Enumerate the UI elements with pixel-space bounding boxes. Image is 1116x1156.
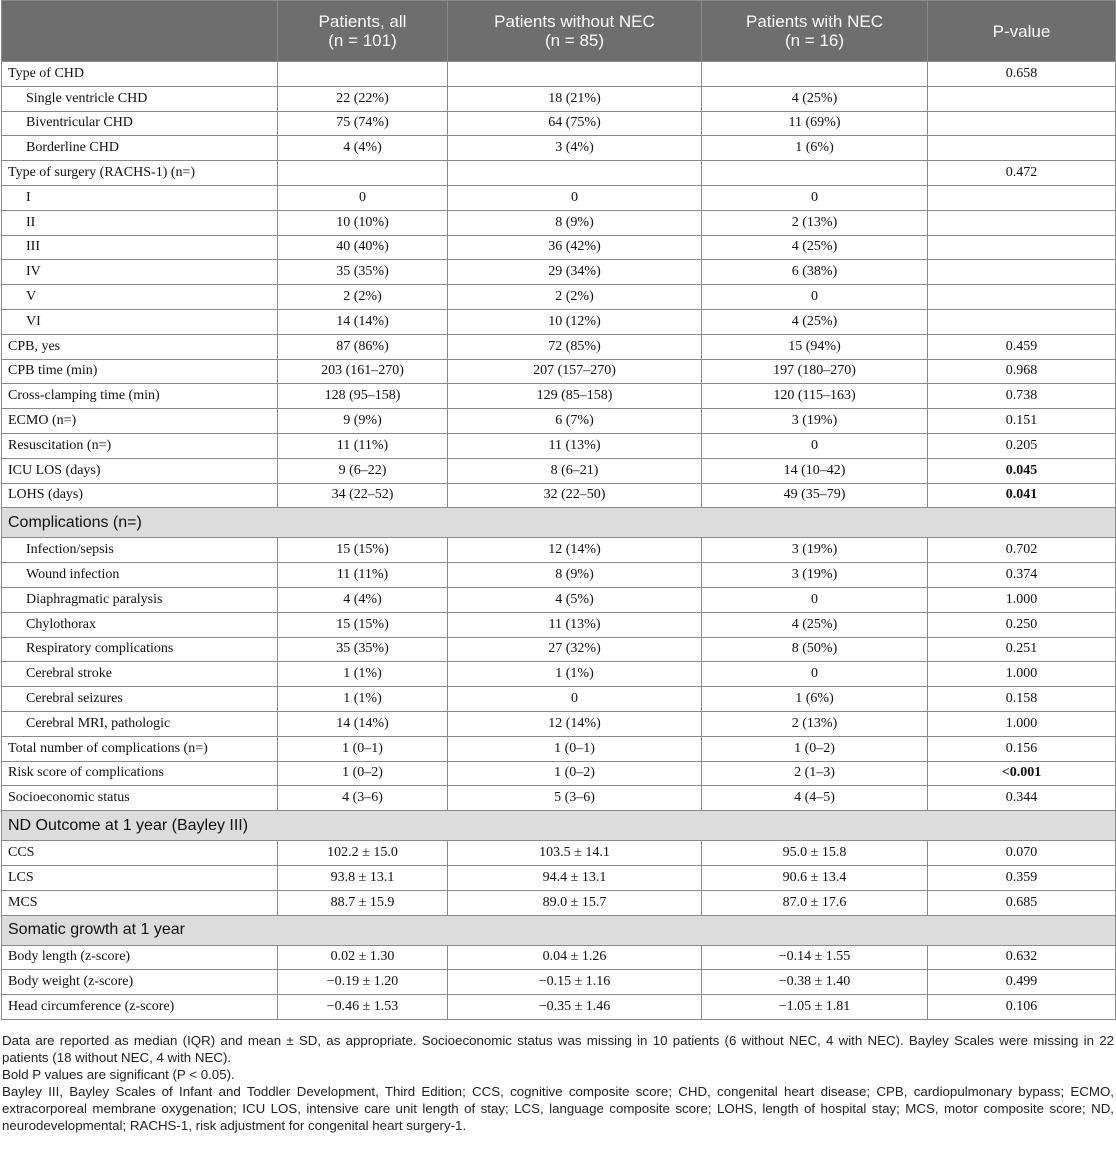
row-label: Diaphragmatic paralysis — [2, 587, 278, 612]
table-row — [2, 260, 1116, 285]
value-p: 0.205 — [928, 433, 1116, 458]
section-title: Somatic growth at 1 year — [2, 915, 1116, 945]
value-with-nec: 0 — [702, 185, 928, 210]
value-p: 0.045 — [928, 458, 1116, 483]
value-without-nec: 27 (32%) — [448, 637, 702, 662]
value-all-patients: 10 (10%) — [278, 210, 448, 235]
table-row — [2, 111, 1116, 136]
value-without-nec: 6 (7%) — [448, 409, 702, 434]
row-label: Total number of complications (n=) — [2, 736, 278, 761]
table-footnotes — [2, 1032, 1114, 1134]
table-row — [2, 86, 1116, 111]
value-all-patients: 88.7 ± 15.9 — [278, 890, 448, 915]
value-p: 0.250 — [928, 612, 1116, 637]
table-row — [2, 995, 1116, 1020]
value-p: 0.632 — [928, 945, 1116, 970]
value-all-patients: 11 (11%) — [278, 563, 448, 588]
value-all-patients: 40 (40%) — [278, 235, 448, 260]
table-row — [2, 587, 1116, 612]
value-all-patients: 4 (3–6) — [278, 786, 448, 811]
table-row — [2, 687, 1116, 712]
value-without-nec: 1 (0–1) — [448, 736, 702, 761]
value-all-patients: 11 (11%) — [278, 433, 448, 458]
value-all-patients: 35 (35%) — [278, 260, 448, 285]
row-label: CCS — [2, 841, 278, 866]
row-label: Body length (z-score) — [2, 945, 278, 970]
value-p: <0.001 — [928, 761, 1116, 786]
table-row — [2, 945, 1116, 970]
value-with-nec: 4 (25%) — [702, 86, 928, 111]
value-p: 0.156 — [928, 736, 1116, 761]
value-with-nec: 1 (0–2) — [702, 736, 928, 761]
table-row — [2, 483, 1116, 508]
value-all-patients: 1 (0–2) — [278, 761, 448, 786]
table-row — [2, 711, 1116, 736]
value-without-nec: −0.15 ± 1.16 — [448, 970, 702, 995]
table-row — [2, 235, 1116, 260]
row-label: Borderline CHD — [2, 136, 278, 161]
value-all-patients: −0.46 ± 1.53 — [278, 995, 448, 1020]
row-label: Cerebral MRI, pathologic — [2, 711, 278, 736]
value-p: 1.000 — [928, 587, 1116, 612]
value-without-nec: 5 (3–6) — [448, 786, 702, 811]
value-p: 0.151 — [928, 409, 1116, 434]
table-row — [2, 890, 1116, 915]
row-label: ICU LOS (days) — [2, 458, 278, 483]
value-p: 0.658 — [928, 62, 1116, 87]
header-label-column — [2, 1, 278, 62]
table-row — [2, 662, 1116, 687]
value-p: 0.738 — [928, 384, 1116, 409]
value-all-patients: 14 (14%) — [278, 711, 448, 736]
value-with-nec: 6 (38%) — [702, 260, 928, 285]
row-label: Respiratory complications — [2, 637, 278, 662]
section-header-row — [2, 915, 1116, 945]
footnote-data-description: Data are reported as median (IQR) and mean ± SD, as appropriate. Socioeconomic status was missing in 10 patients (6 without NEC, 4 with NEC). Bayley Scales were missing in 22 patients (18 without NEC, 4 with NEC). — [2, 1033, 1114, 1065]
table-row — [2, 563, 1116, 588]
value-with-nec: 4 (4–5) — [702, 786, 928, 811]
value-p: 0.702 — [928, 538, 1116, 563]
value-with-nec: 0 — [702, 285, 928, 310]
value-with-nec: 2 (1–3) — [702, 761, 928, 786]
value-p: 0.251 — [928, 637, 1116, 662]
value-without-nec: 0.04 ± 1.26 — [448, 945, 702, 970]
table-row — [2, 334, 1116, 359]
row-label: Resuscitation (n=) — [2, 433, 278, 458]
header-all-patients: Patients, all (n = 101) — [278, 1, 448, 62]
value-p: 0.106 — [928, 995, 1116, 1020]
value-with-nec: −0.14 ± 1.55 — [702, 945, 928, 970]
value-all-patients: 22 (22%) — [278, 86, 448, 111]
value-with-nec: 95.0 ± 15.8 — [702, 841, 928, 866]
row-label: II — [2, 210, 278, 235]
section-header-row — [2, 811, 1116, 841]
value-all-patients: 1 (0–1) — [278, 736, 448, 761]
row-label: Body weight (z-score) — [2, 970, 278, 995]
value-all-patients: 2 (2%) — [278, 285, 448, 310]
value-all-patients: 1 (1%) — [278, 687, 448, 712]
row-label: Single ventricle CHD — [2, 86, 278, 111]
value-without-nec: 72 (85%) — [448, 334, 702, 359]
value-p — [928, 210, 1116, 235]
value-with-nec: 3 (19%) — [702, 409, 928, 434]
value-all-patients: 35 (35%) — [278, 637, 448, 662]
value-with-nec: 0 — [702, 587, 928, 612]
value-all-patients — [278, 161, 448, 186]
value-all-patients: 93.8 ± 13.1 — [278, 865, 448, 890]
row-label: IV — [2, 260, 278, 285]
value-with-nec: 49 (35–79) — [702, 483, 928, 508]
value-without-nec: 94.4 ± 13.1 — [448, 865, 702, 890]
value-without-nec: 12 (14%) — [448, 711, 702, 736]
row-label: Risk score of complications — [2, 761, 278, 786]
row-label: Cross-clamping time (min) — [2, 384, 278, 409]
value-p — [928, 285, 1116, 310]
value-all-patients: 14 (14%) — [278, 309, 448, 334]
value-without-nec: 89.0 ± 15.7 — [448, 890, 702, 915]
row-label: CPB, yes — [2, 334, 278, 359]
value-without-nec: 8 (6–21) — [448, 458, 702, 483]
table-row — [2, 761, 1116, 786]
table-row — [2, 359, 1116, 384]
table-row — [2, 62, 1116, 87]
value-all-patients: 75 (74%) — [278, 111, 448, 136]
value-with-nec: 1 (6%) — [702, 136, 928, 161]
value-without-nec: −0.35 ± 1.46 — [448, 995, 702, 1020]
table-row — [2, 309, 1116, 334]
value-with-nec: 90.6 ± 13.4 — [702, 865, 928, 890]
value-without-nec: 207 (157–270) — [448, 359, 702, 384]
value-with-nec: 4 (25%) — [702, 235, 928, 260]
header-row — [2, 1, 1116, 62]
value-without-nec: 4 (5%) — [448, 587, 702, 612]
value-p: 0.499 — [928, 970, 1116, 995]
value-all-patients: 0.02 ± 1.30 — [278, 945, 448, 970]
table-row — [2, 185, 1116, 210]
value-p: 0.459 — [928, 334, 1116, 359]
value-with-nec: 1 (6%) — [702, 687, 928, 712]
value-p — [928, 309, 1116, 334]
table-row — [2, 970, 1116, 995]
row-label: III — [2, 235, 278, 260]
row-label: Infection/sepsis — [2, 538, 278, 563]
row-label: ECMO (n=) — [2, 409, 278, 434]
value-without-nec: 8 (9%) — [448, 210, 702, 235]
value-p: 0.685 — [928, 890, 1116, 915]
table-row — [2, 433, 1116, 458]
value-with-nec: 87.0 ± 17.6 — [702, 890, 928, 915]
value-without-nec: 11 (13%) — [448, 612, 702, 637]
table-row — [2, 285, 1116, 310]
value-p: 0.359 — [928, 865, 1116, 890]
value-p: 0.344 — [928, 786, 1116, 811]
row-label: Cerebral stroke — [2, 662, 278, 687]
value-without-nec — [448, 161, 702, 186]
value-with-nec: 2 (13%) — [702, 711, 928, 736]
value-p — [928, 136, 1116, 161]
value-with-nec: 0 — [702, 662, 928, 687]
table-row — [2, 736, 1116, 761]
value-p — [928, 86, 1116, 111]
value-p: 0.070 — [928, 841, 1116, 866]
value-without-nec: 103.5 ± 14.1 — [448, 841, 702, 866]
value-without-nec: 36 (42%) — [448, 235, 702, 260]
value-without-nec: 11 (13%) — [448, 433, 702, 458]
row-label: VI — [2, 309, 278, 334]
value-without-nec: 18 (21%) — [448, 86, 702, 111]
row-label: Socioeconomic status — [2, 786, 278, 811]
footnote-abbreviations: Bayley III, Bayley Scales of Infant and Toddler Development, Third Edition; CCS, cognitive composite score; CHD, congenital heart disease; CPB, cardiopulmonary bypass; ECMO, extracorporeal membrane oxygenation; ICU LOS, intensive care unit length of stay; LCS, language composite score; LOHS, length of hospital stay; MCS, motor composite score; ND, neurodevelopmental; RACHS-1, risk adjustment for congenital heart surgery-1. — [2, 1084, 1114, 1133]
value-without-nec: 0 — [448, 185, 702, 210]
value-all-patients: 128 (95–158) — [278, 384, 448, 409]
value-without-nec: 1 (0–2) — [448, 761, 702, 786]
value-all-patients: 4 (4%) — [278, 136, 448, 161]
value-p: 0.158 — [928, 687, 1116, 712]
value-with-nec: 15 (94%) — [702, 334, 928, 359]
value-with-nec: 11 (69%) — [702, 111, 928, 136]
value-all-patients: 9 (6–22) — [278, 458, 448, 483]
value-p — [928, 235, 1116, 260]
value-without-nec: 10 (12%) — [448, 309, 702, 334]
value-all-patients: 15 (15%) — [278, 612, 448, 637]
value-without-nec: 2 (2%) — [448, 285, 702, 310]
value-all-patients: 4 (4%) — [278, 587, 448, 612]
value-with-nec — [702, 161, 928, 186]
value-without-nec: 0 — [448, 687, 702, 712]
header-with-nec: Patients with NEC (n = 16) — [702, 1, 928, 62]
value-with-nec: −0.38 ± 1.40 — [702, 970, 928, 995]
value-without-nec: 32 (22–50) — [448, 483, 702, 508]
row-label: LCS — [2, 865, 278, 890]
value-with-nec: 2 (13%) — [702, 210, 928, 235]
table-row — [2, 538, 1116, 563]
value-p: 1.000 — [928, 662, 1116, 687]
value-all-patients: 34 (22–52) — [278, 483, 448, 508]
row-label: Chylothorax — [2, 612, 278, 637]
row-label: V — [2, 285, 278, 310]
table-row — [2, 786, 1116, 811]
value-with-nec: 120 (115–163) — [702, 384, 928, 409]
value-with-nec: 0 — [702, 433, 928, 458]
header-without-nec: Patients without NEC (n = 85) — [448, 1, 702, 62]
table-row — [2, 210, 1116, 235]
value-all-patients: 0 — [278, 185, 448, 210]
value-with-nec: −1.05 ± 1.81 — [702, 995, 928, 1020]
value-without-nec: 29 (34%) — [448, 260, 702, 285]
value-p: 0.041 — [928, 483, 1116, 508]
value-p: 0.968 — [928, 359, 1116, 384]
value-with-nec: 4 (25%) — [702, 309, 928, 334]
row-label: MCS — [2, 890, 278, 915]
table-row — [2, 409, 1116, 434]
value-p: 0.374 — [928, 563, 1116, 588]
table-row — [2, 612, 1116, 637]
section-title: ND Outcome at 1 year (Bayley III) — [2, 811, 1116, 841]
row-label: CPB time (min) — [2, 359, 278, 384]
results-table — [1, 0, 1116, 1020]
table-row — [2, 161, 1116, 186]
row-label: Cerebral seizures — [2, 687, 278, 712]
row-label: Head circumference (z-score) — [2, 995, 278, 1020]
value-all-patients: 203 (161–270) — [278, 359, 448, 384]
value-all-patients: 102.2 ± 15.0 — [278, 841, 448, 866]
value-p — [928, 111, 1116, 136]
row-label: Biventricular CHD — [2, 111, 278, 136]
section-header-row — [2, 508, 1116, 538]
footnote-significance: Bold P values are significant (P < 0.05). — [2, 1067, 235, 1082]
value-without-nec: 129 (85–158) — [448, 384, 702, 409]
value-with-nec: 3 (19%) — [702, 563, 928, 588]
table-row — [2, 637, 1116, 662]
value-without-nec: 64 (75%) — [448, 111, 702, 136]
row-label: I — [2, 185, 278, 210]
value-p: 1.000 — [928, 711, 1116, 736]
value-with-nec: 197 (180–270) — [702, 359, 928, 384]
value-all-patients: 1 (1%) — [278, 662, 448, 687]
row-label: Type of surgery (RACHS-1) (n=) — [2, 161, 278, 186]
table-row — [2, 384, 1116, 409]
value-without-nec — [448, 62, 702, 87]
table-row — [2, 865, 1116, 890]
value-p: 0.472 — [928, 161, 1116, 186]
row-label: Type of CHD — [2, 62, 278, 87]
value-all-patients: −0.19 ± 1.20 — [278, 970, 448, 995]
value-p — [928, 260, 1116, 285]
value-without-nec: 1 (1%) — [448, 662, 702, 687]
value-all-patients — [278, 62, 448, 87]
value-p — [928, 185, 1116, 210]
table-row — [2, 458, 1116, 483]
value-all-patients: 87 (86%) — [278, 334, 448, 359]
value-all-patients: 15 (15%) — [278, 538, 448, 563]
row-label: Wound infection — [2, 563, 278, 588]
table-row — [2, 136, 1116, 161]
table-row — [2, 841, 1116, 866]
value-with-nec — [702, 62, 928, 87]
value-with-nec: 14 (10–42) — [702, 458, 928, 483]
value-with-nec: 3 (19%) — [702, 538, 928, 563]
section-title: Complications (n=) — [2, 508, 1116, 538]
value-without-nec: 3 (4%) — [448, 136, 702, 161]
value-with-nec: 8 (50%) — [702, 637, 928, 662]
value-with-nec: 4 (25%) — [702, 612, 928, 637]
value-all-patients: 9 (9%) — [278, 409, 448, 434]
row-label: LOHS (days) — [2, 483, 278, 508]
value-without-nec: 12 (14%) — [448, 538, 702, 563]
header-p-value: P-value — [928, 1, 1116, 62]
value-without-nec: 8 (9%) — [448, 563, 702, 588]
